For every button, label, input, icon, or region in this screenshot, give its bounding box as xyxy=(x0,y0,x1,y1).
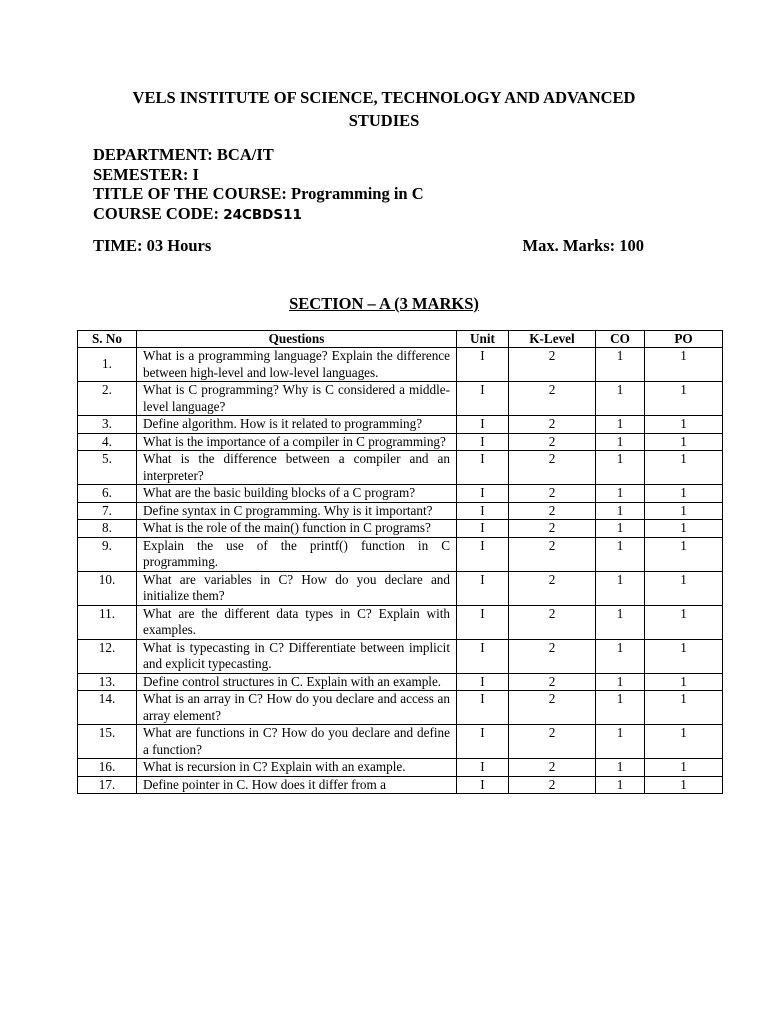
table-row xyxy=(78,416,723,434)
table-header-row xyxy=(78,331,723,348)
cell-po: 1 xyxy=(645,485,723,503)
semester: SEMESTER: I xyxy=(93,164,199,184)
cell-k-level: 2 xyxy=(509,382,596,416)
cell-sno: 8. xyxy=(78,520,137,538)
table-row xyxy=(78,433,723,451)
cell-po: 1 xyxy=(645,382,723,416)
cell-unit: I xyxy=(457,725,509,759)
cell-question: What are variables in C? How do you declare and initialize them? xyxy=(137,571,457,605)
cell-unit: I xyxy=(457,759,509,777)
exam-time: TIME: 03 Hours xyxy=(93,236,212,255)
cell-po: 1 xyxy=(645,348,723,382)
cell-sno: 1. xyxy=(78,348,137,382)
cell-k-level: 2 xyxy=(509,416,596,434)
cell-unit: I xyxy=(457,537,509,571)
cell-question: What is recursion in C? Explain with an example. xyxy=(137,759,457,777)
cell-co: 1 xyxy=(596,451,645,485)
cell-po: 1 xyxy=(645,571,723,605)
department: DEPARTMENT: BCA/IT xyxy=(93,145,274,164)
cell-question: Define pointer in C. How does it differ from a xyxy=(137,776,457,794)
header-co: CO xyxy=(596,331,645,348)
cell-co: 1 xyxy=(596,725,645,759)
table-row xyxy=(78,451,723,485)
cell-co: 1 xyxy=(596,502,645,520)
cell-sno: 2. xyxy=(78,382,137,416)
table-row xyxy=(78,605,723,639)
header-po: PO xyxy=(645,331,723,348)
cell-k-level: 2 xyxy=(509,571,596,605)
cell-sno: 11. xyxy=(78,605,137,639)
cell-unit: I xyxy=(457,605,509,639)
cell-sno: 17. xyxy=(78,776,137,794)
header-k-level: K-Level xyxy=(509,331,596,348)
cell-co: 1 xyxy=(596,485,645,503)
cell-sno: 6. xyxy=(78,485,137,503)
cell-unit: I xyxy=(457,382,509,416)
cell-co: 1 xyxy=(596,348,645,382)
cell-sno: 16. xyxy=(78,759,137,777)
cell-po: 1 xyxy=(645,639,723,673)
cell-question: What are the different data types in C? Explain with examples. xyxy=(137,605,457,639)
cell-k-level: 2 xyxy=(509,759,596,777)
cell-question: Define control structures in C. Explain with an example. xyxy=(137,673,457,691)
cell-k-level: 2 xyxy=(509,433,596,451)
cell-co: 1 xyxy=(596,605,645,639)
cell-unit: I xyxy=(457,673,509,691)
cell-co: 1 xyxy=(596,537,645,571)
cell-sno: 7. xyxy=(78,502,137,520)
questions-table xyxy=(77,330,723,794)
table-row xyxy=(78,485,723,503)
cell-k-level: 2 xyxy=(509,451,596,485)
institute-title-line1: VELS INSTITUTE OF SCIENCE, TECHNOLOGY AND ADVANCED xyxy=(132,88,636,107)
course-info xyxy=(93,145,424,225)
cell-sno: 12. xyxy=(78,639,137,673)
cell-co: 1 xyxy=(596,691,645,725)
cell-co: 1 xyxy=(596,416,645,434)
cell-po: 1 xyxy=(645,502,723,520)
course-code xyxy=(93,204,424,226)
section-title: SECTION – A (3 MARKS) xyxy=(289,294,479,313)
cell-k-level: 2 xyxy=(509,605,596,639)
table-row xyxy=(78,691,723,725)
table-row xyxy=(78,776,723,794)
cell-question: What is the role of the main() function in C programs? xyxy=(137,520,457,538)
cell-po: 1 xyxy=(645,725,723,759)
institute-title-line2: STUDIES xyxy=(348,111,420,130)
cell-co: 1 xyxy=(596,382,645,416)
cell-sno: 9. xyxy=(78,537,137,571)
table-row xyxy=(78,759,723,777)
cell-question: Define syntax in C programming. Why is it important? xyxy=(137,502,457,520)
header-questions: Questions xyxy=(137,331,457,348)
cell-unit: I xyxy=(457,416,509,434)
cell-po: 1 xyxy=(645,520,723,538)
cell-question: What is a programming language? Explain the difference between high-level and low-level languages. xyxy=(137,348,457,382)
cell-question: What is C programming? Why is C considered a middle-level language? xyxy=(137,382,457,416)
course-title: TITLE OF THE COURSE: Programming in C xyxy=(93,184,424,203)
cell-unit: I xyxy=(457,348,509,382)
cell-k-level: 2 xyxy=(509,776,596,794)
cell-po: 1 xyxy=(645,776,723,794)
cell-question: What are functions in C? How do you declare and define a function? xyxy=(137,725,457,759)
cell-sno: 13. xyxy=(78,673,137,691)
cell-k-level: 2 xyxy=(509,673,596,691)
cell-unit: I xyxy=(457,485,509,503)
cell-question: Define algorithm. How is it related to programming? xyxy=(137,416,457,434)
cell-sno: 4. xyxy=(78,433,137,451)
table-row xyxy=(78,520,723,538)
cell-k-level: 2 xyxy=(509,691,596,725)
cell-co: 1 xyxy=(596,759,645,777)
cell-k-level: 2 xyxy=(509,348,596,382)
cell-sno: 10. xyxy=(78,571,137,605)
cell-co: 1 xyxy=(596,520,645,538)
cell-sno: 15. xyxy=(78,725,137,759)
cell-unit: I xyxy=(457,691,509,725)
cell-unit: I xyxy=(457,502,509,520)
course-code-label: COURSE CODE: xyxy=(93,203,224,223)
cell-k-level: 2 xyxy=(509,725,596,759)
table-row xyxy=(78,348,723,382)
cell-unit: I xyxy=(457,520,509,538)
cell-co: 1 xyxy=(596,639,645,673)
cell-unit: I xyxy=(457,433,509,451)
table-row xyxy=(78,725,723,759)
table-row xyxy=(78,382,723,416)
cell-co: 1 xyxy=(596,776,645,794)
cell-po: 1 xyxy=(645,691,723,725)
cell-sno: 3. xyxy=(78,416,137,434)
header-unit: Unit xyxy=(457,331,509,348)
cell-question: What is typecasting in C? Differentiate between implicit and explicit typecasting. xyxy=(137,639,457,673)
cell-po: 1 xyxy=(645,605,723,639)
table-row xyxy=(78,673,723,691)
course-code-value: 24CBDS11 xyxy=(223,206,302,223)
cell-unit: I xyxy=(457,571,509,605)
cell-po: 1 xyxy=(645,433,723,451)
cell-co: 1 xyxy=(596,571,645,605)
cell-po: 1 xyxy=(645,673,723,691)
cell-co: 1 xyxy=(596,433,645,451)
institute-title xyxy=(90,86,678,132)
header-sno: S. No xyxy=(78,331,137,348)
cell-po: 1 xyxy=(645,537,723,571)
cell-k-level: 2 xyxy=(509,485,596,503)
cell-k-level: 2 xyxy=(509,639,596,673)
cell-po: 1 xyxy=(645,759,723,777)
cell-k-level: 2 xyxy=(509,502,596,520)
max-marks: Max. Marks: 100 xyxy=(522,236,644,255)
cell-unit: I xyxy=(457,776,509,794)
cell-question: What are the basic building blocks of a C program? xyxy=(137,485,457,503)
cell-co: 1 xyxy=(596,673,645,691)
questions-body xyxy=(78,348,723,794)
table-row xyxy=(78,502,723,520)
cell-k-level: 2 xyxy=(509,520,596,538)
cell-question: Explain the use of the printf() function in C programming. xyxy=(137,537,457,571)
table-row xyxy=(78,537,723,571)
cell-unit: I xyxy=(457,451,509,485)
cell-po: 1 xyxy=(645,451,723,485)
table-row xyxy=(78,639,723,673)
cell-question: What is an array in C? How do you declare and access an array element? xyxy=(137,691,457,725)
cell-po: 1 xyxy=(645,416,723,434)
cell-question: What is the difference between a compiler and an interpreter? xyxy=(137,451,457,485)
cell-sno: 5. xyxy=(78,451,137,485)
cell-sno: 14. xyxy=(78,691,137,725)
table-row xyxy=(78,571,723,605)
cell-question: What is the importance of a compiler in C programming? xyxy=(137,433,457,451)
cell-unit: I xyxy=(457,639,509,673)
cell-k-level: 2 xyxy=(509,537,596,571)
